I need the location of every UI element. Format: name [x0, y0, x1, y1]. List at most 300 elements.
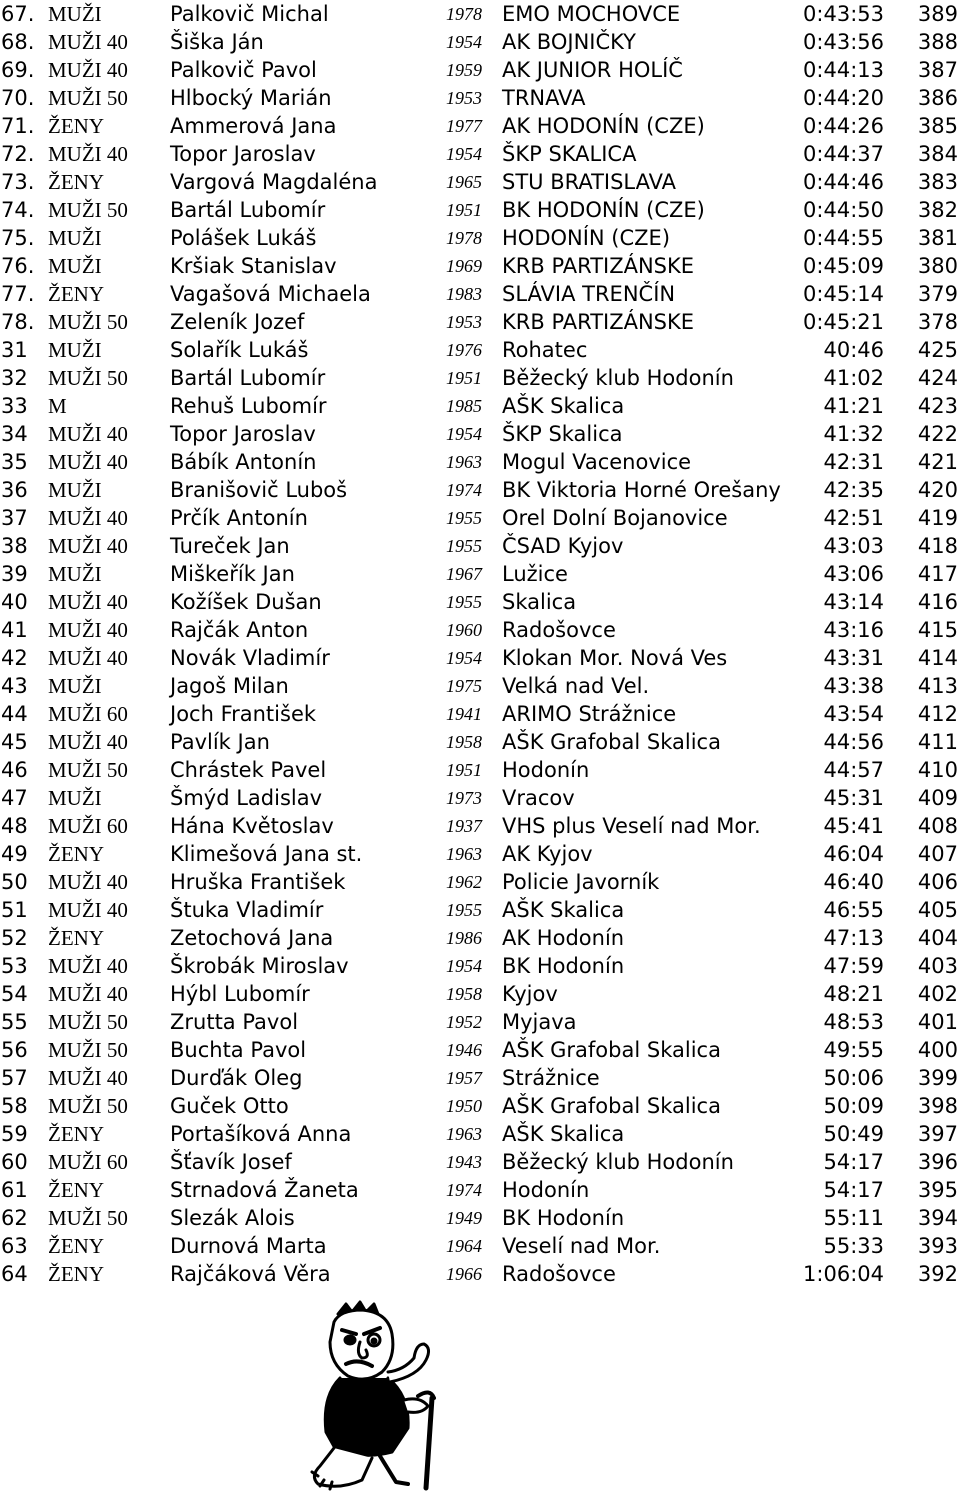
rank-cell: 72. — [1, 142, 35, 166]
rank-cell: 78. — [1, 310, 35, 334]
points-cell: 378 — [917, 310, 958, 334]
points-cell: 413 — [917, 674, 958, 698]
points-cell: 420 — [917, 478, 958, 502]
birth-year-cell: 1962 — [446, 872, 482, 892]
club-cell: Radošovce — [502, 1262, 616, 1286]
name-cell: Rajčáková Věra — [170, 1262, 331, 1286]
rank-cell: 54 — [1, 982, 28, 1006]
name-cell: Guček Otto — [170, 1094, 289, 1118]
points-cell: 400 — [917, 1038, 958, 1062]
club-cell: Strážnice — [502, 1066, 600, 1090]
finish-time-cell: 44:57 — [823, 758, 884, 782]
birth-year-cell: 1954 — [446, 32, 482, 52]
name-cell: Solařík Lukáš — [170, 338, 309, 362]
result-row — [0, 168, 960, 196]
name-cell: Novák Vladimír — [170, 646, 330, 670]
rank-cell: 45 — [1, 730, 28, 754]
category-cell: MUŽI — [48, 562, 102, 586]
finish-time-cell: 43:38 — [823, 674, 884, 698]
category-cell: MUŽI 40 — [48, 870, 128, 894]
result-row — [0, 588, 960, 616]
name-cell: Štuka Vladimír — [170, 898, 324, 922]
finish-time-cell: 49:55 — [823, 1038, 884, 1062]
result-row — [0, 56, 960, 84]
finish-time-cell: 0:43:56 — [803, 30, 884, 54]
category-cell: M — [48, 394, 67, 418]
category-cell: ŽENY — [48, 1122, 104, 1146]
rank-cell: 52 — [1, 926, 28, 950]
finish-time-cell: 0:44:37 — [803, 142, 884, 166]
result-row — [0, 1232, 960, 1260]
rank-cell: 50 — [1, 870, 28, 894]
club-cell: AK HODONÍN (CZE) — [502, 114, 705, 138]
name-cell: Hruška František — [170, 870, 346, 894]
category-cell: MUŽI 60 — [48, 814, 128, 838]
birth-year-cell: 1976 — [446, 340, 482, 360]
rank-cell: 61 — [1, 1178, 28, 1202]
finish-time-cell: 44:56 — [823, 730, 884, 754]
birth-year-cell: 1963 — [446, 1124, 482, 1144]
rank-cell: 46 — [1, 758, 28, 782]
finish-time-cell: 50:09 — [823, 1094, 884, 1118]
name-cell: Bartál Lubomír — [170, 366, 326, 390]
points-cell: 406 — [917, 870, 958, 894]
finish-time-cell: 54:17 — [823, 1150, 884, 1174]
name-cell: Buchta Pavol — [170, 1038, 307, 1062]
rank-cell: 71. — [1, 114, 35, 138]
result-row — [0, 840, 960, 868]
birth-year-cell: 1983 — [446, 284, 482, 304]
name-cell: Zrutta Pavol — [170, 1010, 299, 1034]
rank-cell: 64 — [1, 1262, 28, 1286]
finish-time-cell: 42:51 — [823, 506, 884, 530]
birth-year-cell: 1946 — [446, 1040, 482, 1060]
rank-cell: 41 — [1, 618, 28, 642]
birth-year-cell: 1963 — [446, 452, 482, 472]
name-cell: Prčík Antonín — [170, 506, 308, 530]
finish-time-cell: 40:46 — [823, 338, 884, 362]
rank-cell: 67. — [1, 2, 35, 26]
result-row — [0, 924, 960, 952]
points-cell: 380 — [917, 254, 958, 278]
points-cell: 383 — [917, 170, 958, 194]
points-cell: 404 — [917, 926, 958, 950]
name-cell: Kršiak Stanislav — [170, 254, 337, 278]
finish-time-cell: 42:35 — [823, 478, 884, 502]
finish-time-cell: 41:32 — [823, 422, 884, 446]
birth-year-cell: 1955 — [446, 592, 482, 612]
name-cell: Vargová Magdaléna — [170, 170, 378, 194]
club-cell: AŠK Skalica — [502, 898, 625, 922]
birth-year-cell: 1943 — [446, 1152, 482, 1172]
club-cell: AK BOJNIČKY — [502, 30, 636, 54]
club-cell: VHS plus Veselí nad Mor. — [502, 814, 761, 838]
points-cell: 410 — [917, 758, 958, 782]
club-cell: KRB PARTIZÁNSKE — [502, 310, 695, 334]
result-row — [0, 784, 960, 812]
result-row — [0, 1260, 960, 1288]
points-cell: 411 — [917, 730, 958, 754]
category-cell: MUŽI 50 — [48, 310, 128, 334]
category-cell: MUŽI 40 — [48, 730, 128, 754]
rank-cell: 35 — [1, 450, 28, 474]
rank-cell: 75. — [1, 226, 35, 250]
finish-time-cell: 43:16 — [823, 618, 884, 642]
category-cell: MUŽI 60 — [48, 702, 128, 726]
finish-time-cell: 55:11 — [823, 1206, 884, 1230]
birth-year-cell: 1973 — [446, 788, 482, 808]
birth-year-cell: 1958 — [446, 984, 482, 1004]
result-row — [0, 448, 960, 476]
points-cell: 388 — [917, 30, 958, 54]
category-cell: MUŽI — [48, 254, 102, 278]
club-cell: AŠK Grafobal Skalica — [502, 730, 721, 754]
rank-cell: 70. — [1, 86, 35, 110]
category-cell: MUŽI 40 — [48, 590, 128, 614]
points-cell: 405 — [917, 898, 958, 922]
rank-cell: 31 — [1, 338, 28, 362]
name-cell: Zetochová Jana — [170, 926, 334, 950]
birth-year-cell: 1949 — [446, 1208, 482, 1228]
points-cell: 387 — [917, 58, 958, 82]
rank-cell: 74. — [1, 198, 35, 222]
finish-time-cell: 48:21 — [823, 982, 884, 1006]
category-cell: MUŽI — [48, 338, 102, 362]
name-cell: Šmýd Ladislav — [170, 786, 323, 810]
category-cell: MUŽI 40 — [48, 30, 128, 54]
result-row — [0, 616, 960, 644]
birth-year-cell: 1950 — [446, 1096, 482, 1116]
birth-year-cell: 1953 — [446, 312, 482, 332]
result-row — [0, 1120, 960, 1148]
name-cell: Tureček Jan — [170, 534, 290, 558]
finish-time-cell: 43:31 — [823, 646, 884, 670]
name-cell: Polášek Lukáš — [170, 226, 317, 250]
result-row — [0, 112, 960, 140]
birth-year-cell: 1963 — [446, 844, 482, 864]
name-cell: Rehuš Lubomír — [170, 394, 327, 418]
category-cell: ŽENY — [48, 1262, 104, 1286]
birth-year-cell: 1959 — [446, 60, 482, 80]
birth-year-cell: 1974 — [446, 480, 482, 500]
birth-year-cell: 1941 — [446, 704, 482, 724]
points-cell: 395 — [917, 1178, 958, 1202]
rank-cell: 39 — [1, 562, 28, 586]
birth-year-cell: 1985 — [446, 396, 482, 416]
result-row — [0, 672, 960, 700]
category-cell: MUŽI 40 — [48, 1066, 128, 1090]
name-cell: Miškeřík Jan — [170, 562, 295, 586]
name-cell: Portašíková Anna — [170, 1122, 352, 1146]
result-row — [0, 728, 960, 756]
category-cell: MUŽI 50 — [48, 1010, 128, 1034]
club-cell: BK Viktoria Horné Orešany — [502, 478, 781, 502]
club-cell: ŠKP SKALICA — [502, 142, 637, 166]
category-cell: MUŽI 50 — [48, 758, 128, 782]
name-cell: Pavlík Jan — [170, 730, 270, 754]
club-cell: AK Kyjov — [502, 842, 593, 866]
finish-time-cell: 0:45:09 — [803, 254, 884, 278]
birth-year-cell: 1978 — [446, 228, 482, 248]
category-cell: ŽENY — [48, 1234, 104, 1258]
finish-time-cell: 43:14 — [823, 590, 884, 614]
club-cell: Orel Dolní Bojanovice — [502, 506, 728, 530]
rank-cell: 76. — [1, 254, 35, 278]
points-cell: 414 — [917, 646, 958, 670]
club-cell: BK Hodonín — [502, 954, 625, 978]
rank-cell: 49 — [1, 842, 28, 866]
rank-cell: 62 — [1, 1206, 28, 1230]
finish-time-cell: 0:44:26 — [803, 114, 884, 138]
result-row — [0, 868, 960, 896]
finish-time-cell: 42:31 — [823, 450, 884, 474]
category-cell: MUŽI 50 — [48, 1206, 128, 1230]
category-cell: MUŽI 40 — [48, 982, 128, 1006]
result-row — [0, 84, 960, 112]
points-cell: 398 — [917, 1094, 958, 1118]
club-cell: EMO MOCHOVCE — [502, 2, 681, 26]
category-cell: ŽENY — [48, 1178, 104, 1202]
birth-year-cell: 1969 — [446, 256, 482, 276]
result-row — [0, 308, 960, 336]
rank-cell: 63 — [1, 1234, 28, 1258]
club-cell: BK Hodonín — [502, 1206, 625, 1230]
points-cell: 382 — [917, 198, 958, 222]
name-cell: Klimešová Jana st. — [170, 842, 363, 866]
result-row — [0, 1148, 960, 1176]
club-cell: Klokan Mor. Nová Ves — [502, 646, 728, 670]
finish-time-cell: 0:43:53 — [803, 2, 884, 26]
result-row — [0, 1008, 960, 1036]
result-row — [0, 1036, 960, 1064]
club-cell: BK HODONÍN (CZE) — [502, 198, 705, 222]
birth-year-cell: 1952 — [446, 1012, 482, 1032]
category-cell: MUŽI 40 — [48, 954, 128, 978]
finish-time-cell: 0:44:13 — [803, 58, 884, 82]
birth-year-cell: 1986 — [446, 928, 482, 948]
birth-year-cell: 1978 — [446, 4, 482, 24]
rank-cell: 55 — [1, 1010, 28, 1034]
finish-time-cell: 0:44:46 — [803, 170, 884, 194]
birth-year-cell: 1953 — [446, 88, 482, 108]
birth-year-cell: 1965 — [446, 172, 482, 192]
birth-year-cell: 1951 — [446, 760, 482, 780]
finish-time-cell: 48:53 — [823, 1010, 884, 1034]
name-cell: Chrástek Pavel — [170, 758, 327, 782]
name-cell: Bábík Antonín — [170, 450, 317, 474]
points-cell: 417 — [917, 562, 958, 586]
category-cell: ŽENY — [48, 170, 104, 194]
points-cell: 394 — [917, 1206, 958, 1230]
finish-time-cell: 46:04 — [823, 842, 884, 866]
rank-cell: 43 — [1, 674, 28, 698]
finish-time-cell: 41:02 — [823, 366, 884, 390]
club-cell: HODONÍN (CZE) — [502, 226, 671, 250]
points-cell: 389 — [917, 2, 958, 26]
finish-time-cell: 46:40 — [823, 870, 884, 894]
result-row — [0, 28, 960, 56]
category-cell: MUŽI 50 — [48, 366, 128, 390]
result-row — [0, 644, 960, 672]
rank-cell: 36 — [1, 478, 28, 502]
finish-time-cell: 0:45:14 — [803, 282, 884, 306]
birth-year-cell: 1964 — [446, 1236, 482, 1256]
club-cell: Rohatec — [502, 338, 588, 362]
name-cell: Ammerová Jana — [170, 114, 337, 138]
result-row — [0, 532, 960, 560]
points-cell: 385 — [917, 114, 958, 138]
name-cell: Šiška Ján — [170, 30, 264, 54]
result-row — [0, 896, 960, 924]
rank-cell: 40 — [1, 590, 28, 614]
birth-year-cell: 1974 — [446, 1180, 482, 1200]
birth-year-cell: 1975 — [446, 676, 482, 696]
finish-time-cell: 0:44:50 — [803, 198, 884, 222]
category-cell: MUŽI — [48, 674, 102, 698]
birth-year-cell: 1951 — [446, 200, 482, 220]
points-cell: 418 — [917, 534, 958, 558]
points-cell: 381 — [917, 226, 958, 250]
points-cell: 402 — [917, 982, 958, 1006]
result-row — [0, 252, 960, 280]
category-cell: MUŽI — [48, 226, 102, 250]
category-cell: MUŽI 50 — [48, 198, 128, 222]
name-cell: Topor Jaroslav — [170, 142, 316, 166]
rank-cell: 59 — [1, 1122, 28, 1146]
club-cell: ARIMO Strážnice — [502, 702, 677, 726]
rank-cell: 57 — [1, 1066, 28, 1090]
finish-time-cell: 55:33 — [823, 1234, 884, 1258]
result-row — [0, 196, 960, 224]
name-cell: Hána Květoslav — [170, 814, 334, 838]
category-cell: MUŽI — [48, 478, 102, 502]
finish-time-cell: 45:31 — [823, 786, 884, 810]
result-row — [0, 0, 960, 28]
name-cell: Hlbocký Marián — [170, 86, 332, 110]
birth-year-cell: 1960 — [446, 620, 482, 640]
name-cell: Durďák Oleg — [170, 1066, 303, 1090]
result-row — [0, 420, 960, 448]
name-cell: Palkovič Pavol — [170, 58, 317, 82]
finish-time-cell: 43:06 — [823, 562, 884, 586]
category-cell: MUŽI 40 — [48, 898, 128, 922]
rank-cell: 53 — [1, 954, 28, 978]
club-cell: Radošovce — [502, 618, 616, 642]
birth-year-cell: 1954 — [446, 956, 482, 976]
rank-cell: 77. — [1, 282, 35, 306]
result-row — [0, 1092, 960, 1120]
club-cell: Myjava — [502, 1010, 577, 1034]
club-cell: Kyjov — [502, 982, 558, 1006]
birth-year-cell: 1954 — [446, 424, 482, 444]
points-cell: 407 — [917, 842, 958, 866]
name-cell: Slezák Alois — [170, 1206, 295, 1230]
category-cell: MUŽI 50 — [48, 1094, 128, 1118]
rank-cell: 68. — [1, 30, 35, 54]
rank-cell: 44 — [1, 702, 28, 726]
points-cell: 416 — [917, 590, 958, 614]
club-cell: AŠK Grafobal Skalica — [502, 1094, 721, 1118]
birth-year-cell: 1958 — [446, 732, 482, 752]
name-cell: Kožíšek Dušan — [170, 590, 322, 614]
club-cell: AŠK Skalica — [502, 1122, 625, 1146]
birth-year-cell: 1955 — [446, 508, 482, 528]
rank-cell: 34 — [1, 422, 28, 446]
rank-cell: 51 — [1, 898, 28, 922]
club-cell: Skalica — [502, 590, 577, 614]
name-cell: Palkovič Michal — [170, 2, 329, 26]
club-cell: KRB PARTIZÁNSKE — [502, 254, 695, 278]
finish-time-cell: 43:03 — [823, 534, 884, 558]
category-cell: ŽENY — [48, 926, 104, 950]
points-cell: 408 — [917, 814, 958, 838]
club-cell: STU BRATISLAVA — [502, 170, 677, 194]
category-cell: ŽENY — [48, 842, 104, 866]
finish-time-cell: 1:06:04 — [803, 1262, 884, 1286]
category-cell: MUŽI 40 — [48, 450, 128, 474]
club-cell: Běžecký klub Hodonín — [502, 1150, 734, 1174]
rank-cell: 58 — [1, 1094, 28, 1118]
result-row — [0, 1204, 960, 1232]
points-cell: 421 — [917, 450, 958, 474]
name-cell: Branišovič Luboš — [170, 478, 348, 502]
result-row — [0, 980, 960, 1008]
name-cell: Šťavík Josef — [170, 1150, 292, 1174]
points-cell: 412 — [917, 702, 958, 726]
club-cell: AK Hodonín — [502, 926, 625, 950]
club-cell: AŠK Skalica — [502, 394, 625, 418]
category-cell: MUŽI 50 — [48, 86, 128, 110]
points-cell: 415 — [917, 618, 958, 642]
points-cell: 393 — [917, 1234, 958, 1258]
birth-year-cell: 1954 — [446, 648, 482, 668]
name-cell: Hýbl Lubomír — [170, 982, 310, 1006]
result-row — [0, 1176, 960, 1204]
name-cell: Škrobák Miroslav — [170, 954, 349, 978]
club-cell: AŠK Grafobal Skalica — [502, 1038, 721, 1062]
points-cell: 425 — [917, 338, 958, 362]
birth-year-cell: 1954 — [446, 144, 482, 164]
rank-cell: 42 — [1, 646, 28, 670]
club-cell: ŠKP Skalica — [502, 422, 623, 446]
club-cell: TRNAVA — [502, 86, 586, 110]
rank-cell: 32 — [1, 366, 28, 390]
birth-year-cell: 1955 — [446, 900, 482, 920]
category-cell: MUŽI 50 — [48, 1038, 128, 1062]
club-cell: Hodonín — [502, 758, 590, 782]
club-cell: Veselí nad Mor. — [502, 1234, 661, 1258]
result-row — [0, 504, 960, 532]
club-cell: Lužice — [502, 562, 568, 586]
category-cell: MUŽI 40 — [48, 646, 128, 670]
name-cell: Rajčák Anton — [170, 618, 309, 642]
rank-cell: 73. — [1, 170, 35, 194]
birth-year-cell: 1937 — [446, 816, 482, 836]
result-row — [0, 392, 960, 420]
points-cell: 423 — [917, 394, 958, 418]
result-row — [0, 476, 960, 504]
birth-year-cell: 1951 — [446, 368, 482, 388]
club-cell: Hodonín — [502, 1178, 590, 1202]
result-row — [0, 560, 960, 588]
result-row — [0, 280, 960, 308]
name-cell: Joch František — [170, 702, 317, 726]
points-cell: 424 — [917, 366, 958, 390]
result-row — [0, 1064, 960, 1092]
name-cell: Bartál Lubomír — [170, 198, 326, 222]
finish-time-cell: 47:13 — [823, 926, 884, 950]
finish-time-cell: 45:41 — [823, 814, 884, 838]
